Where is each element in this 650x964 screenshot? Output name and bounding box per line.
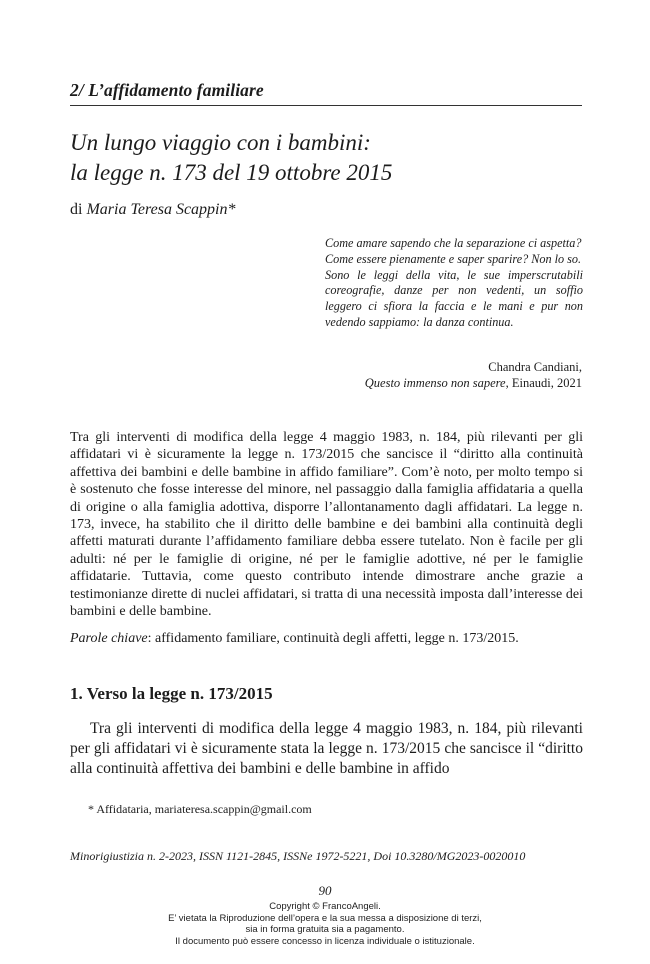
section-heading: 1. Verso la legge n. 173/2015 bbox=[70, 684, 273, 703]
keywords-label: Parole chiave bbox=[70, 631, 148, 646]
epigraph-attribution bbox=[365, 359, 582, 391]
copyright-line-4: Il documento può essere concesso in licenza individuale o istituzionale. bbox=[175, 935, 475, 947]
page-number: 90 bbox=[318, 883, 332, 898]
byline-prefix: di bbox=[70, 201, 83, 218]
section-header: 2/ L’affidamento familiare bbox=[70, 80, 264, 100]
attribution-publisher: , Einaudi, 2021 bbox=[505, 376, 582, 390]
attribution-source bbox=[365, 375, 582, 391]
article-title-line-1: Un lungo viaggio con i bambini: bbox=[70, 130, 371, 155]
attribution-author: Chandra Candiani, bbox=[488, 360, 582, 374]
keywords bbox=[70, 630, 583, 647]
copyright-line-2: E’ vietata la Riproduzione dell’opera e la sua messa a disposizione di terzi, bbox=[168, 912, 482, 924]
header-rule bbox=[70, 105, 582, 106]
article-title bbox=[70, 128, 392, 188]
copyright-notice bbox=[0, 901, 650, 947]
epigraph-line-3: Sono le leggi della vita, le sue imperscrutabili coreografie, danze per non vedenti, un soffio leggero ci sfiora la faccia e le mani e pur non vedendo sappiamo: la danza continua. bbox=[325, 267, 583, 329]
author-name: Maria Teresa Scappin* bbox=[86, 201, 236, 218]
article-title-line-2: la legge n. 173 del 19 ottobre 2015 bbox=[70, 160, 393, 185]
abstract: Tra gli interventi di modifica della legge 4 maggio 1983, n. 184, più rilevanti per gli affidatari vi è sicuramente la legge n. 173/2015 che sancisce il “diritto alla continuità affettiva dei bambini e delle bambine in affido familiare”. Com’è noto, per molto tempo si è sostenuto che fosse interesse del minore, nel passaggio dalla famiglia affidataria a quella di origine o alla famiglia adottiva, disporre l’allontanamento dagli affidatari. La legge n. 173, invece, ha stabilito che il diritto delle bambine e dei bambini alla continuità degli affetti maturati durante l’affidamento familiare debba essere tutelato. Non è facile per gli adulti: né per le famiglie di origine, né per le famiglie adottive, né per le famiglie affidatarie. Tuttavia, come questo contributo intende dimostrare anche grazie a testimonianze dirette di nuclei affidatari, si tratta di una necessità imposta dall’interesse dei bambini e delle bambine. bbox=[70, 430, 583, 620]
keywords-text: : affidamento familiare, continuità degli affetti, legge n. 173/2015. bbox=[147, 631, 519, 646]
journal-reference: Minorigiustizia n. 2-2023, ISSN 1121-2845, ISSNe 1972-5221, Doi 10.3280/MG2023-0020010 bbox=[70, 849, 526, 863]
body-paragraph: Tra gli interventi di modifica della legge 4 maggio 1983, n. 184, più rilevanti per gli affidatari vi è sicuramente stata la legge n. 173/2015 che sancisce il “diritto alla continuità affettiva dei bambini e delle bambine in affido bbox=[70, 720, 583, 777]
footnote: * Affidataria, mariateresa.scappin@gmail.com bbox=[88, 802, 312, 816]
epigraph-line-1: Come amare sapendo che la separazione ci aspetta? bbox=[325, 236, 582, 250]
epigraph-line-2: Come essere pienamente e saper sparire? Non lo so. bbox=[325, 251, 582, 266]
byline bbox=[70, 201, 236, 219]
copyright-line-1: Copyright © FrancoAngeli. bbox=[269, 901, 381, 912]
copyright-line-3: sia in forma gratuita sia a pagamento. bbox=[245, 924, 405, 936]
attribution-work: Questo immenso non sapere bbox=[364, 376, 506, 390]
epigraph bbox=[325, 236, 583, 331]
